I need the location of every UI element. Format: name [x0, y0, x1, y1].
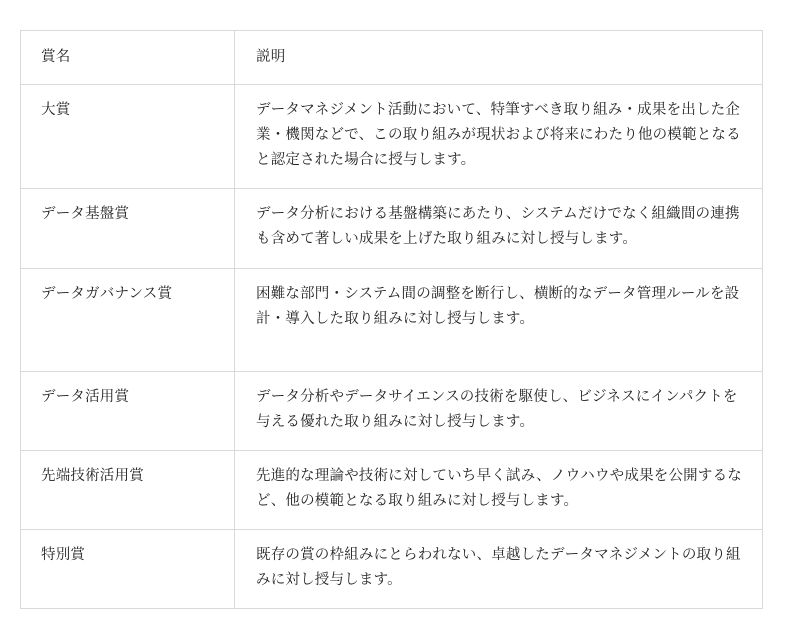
header-award-name: 賞名: [21, 31, 235, 85]
award-description-cell: データ分析における基盤構築にあたり、システムだけでなく組織間の連携も含めて著しい成果を上げた取り組みに対し授与します。: [235, 189, 763, 269]
table-row: [21, 85, 763, 189]
award-description-cell: データ分析やデータサイエンスの技術を駆使し、ビジネスにインパクトを与える優れた取り組みに対し授与します。: [235, 372, 763, 451]
table-row: [21, 189, 763, 269]
award-description-cell: 既存の賞の枠組みにとらわれない、卓越したデータマネジメントの取り組みに対し授与します。: [235, 530, 763, 609]
award-name-cell: データガバナンス賞: [21, 269, 235, 372]
header-description: 説明: [235, 31, 763, 85]
table-row: [21, 372, 763, 451]
award-name-cell: 大賞: [21, 85, 235, 189]
awards-table: [20, 30, 763, 609]
award-name-cell: 特別賞: [21, 530, 235, 609]
award-name-cell: データ活用賞: [21, 372, 235, 451]
award-description-cell: 困難な部門・システム間の調整を断行し、横断的なデータ管理ルールを設計・導入した取り組みに対し授与します。: [235, 269, 763, 372]
table-row: [21, 269, 763, 372]
award-description-cell: データマネジメント活動において、特筆すべき取り組み・成果を出した企業・機関などで、この取り組みが現状および将来にわたり他の模範となると認定された場合に授与します。: [235, 85, 763, 189]
award-name-cell: データ基盤賞: [21, 189, 235, 269]
table-row: [21, 530, 763, 609]
award-name-cell: 先端技術活用賞: [21, 451, 235, 530]
award-description-cell: 先進的な理論や技術に対していち早く試み、ノウハウや成果を公開するなど、他の模範となる取り組みに対し授与します。: [235, 451, 763, 530]
table-row: [21, 451, 763, 530]
table-header-row: [21, 31, 763, 85]
